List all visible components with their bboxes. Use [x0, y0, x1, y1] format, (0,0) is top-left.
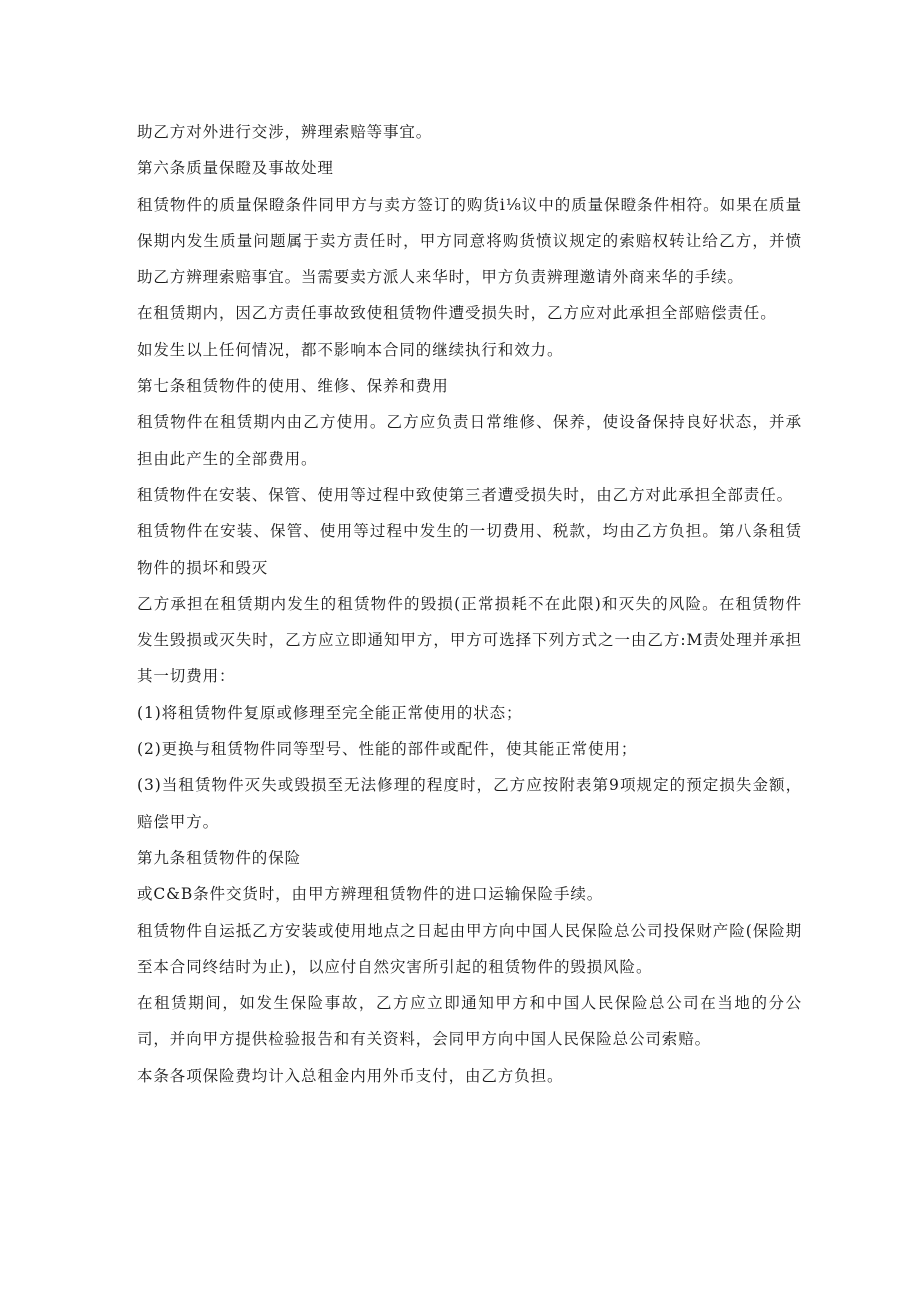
paragraph: 乙方承担在租赁期内发生的租赁物件的毁损(正常损耗不在此限)和灭失的风险。在租赁物件发生毁损或灭失时，乙方应立即通知甲方，甲方可选择下列方式之一由乙方:M责处理并承担其一切费用： [137, 594, 802, 686]
paragraph: 如发生以上任何情况，都不影响本合同的继续执行和效力。 [137, 340, 564, 359]
list-item: (3)当租赁物件灭失或毁损至无法修理的程度时，乙方应按附表第9项规定的预定损失金额，赔偿甲方。 [137, 776, 802, 831]
list-item: (1)将租赁物件复原或修理至完全能正常使用的状态； [137, 703, 523, 722]
document-body [137, 114, 802, 1094]
paragraph-continuation: 助乙方对外进行交涉，辨理索赔等事宜。 [137, 123, 433, 141]
article-7-heading: 第七条租赁物件的使用、维修、保养和费用 [137, 377, 449, 396]
paragraph: 租赁物件在安装、保管、使用等过程中致使第三者遭受损失时，由乙方对此承担全部责任。 [137, 485, 794, 504]
list-item: (2)更换与租赁物件同等型号、性能的部件或配件，使其能正常使用； [137, 740, 638, 759]
article-9-heading: 第九条租赁物件的保险 [137, 848, 302, 867]
paragraph: 租赁物件的质量保瞪条件同甲方与卖方签订的购货i⅛议中的质量保瞪条件相符。如果在质量保期内发生质量问题属于卖方责任时，甲方同意将购货愤议规定的索赔权转让给乙方，并愤助乙方辨理索赔事宜。当需要卖方派人来华时，甲方负责辨理邀请外商来华的手续。 [137, 195, 802, 287]
paragraph: 租赁物件在安装、保管、使用等过程中发生的一切费用、税款，均由乙方负担。第八条租赁物件的损坏和毁灭 [137, 522, 802, 577]
paragraph: 租赁物件自运抵乙方安装或使用地点之日起由甲方向中国人民保险总公司投保财产险(保险期至本合同终结时为止)，以应付自然灾害所引起的租赁物件的毁损风险。 [137, 921, 802, 976]
paragraph: 或C&B条件交货时，由甲方辨理租赁物件的进口运输保险手续。 [137, 885, 604, 904]
article-6-heading: 第六条质量保瞪及事故处理 [137, 159, 334, 178]
paragraph: 在租赁期间，如发生保险事故，乙方应立即通知甲方和中国人民保险总公司在当地的分公司，并向甲方提供检验报告和有关资料，会同甲方向中国人民保险总公司索赔。 [137, 994, 802, 1049]
paragraph: 本条各项保险费均计入总租金内用外币支付，由乙方负担。 [137, 1066, 564, 1085]
paragraph: 租赁物件在租赁期内由乙方使用。乙方应负责日常维修、保养，使设备保持良好状态，并承担由此产生的全部费用。 [137, 413, 802, 468]
paragraph: 在租赁期内，因乙方责任事故致使租赁物件遭受损失时，乙方应对此承担全部赔偿责任。 [137, 304, 777, 323]
